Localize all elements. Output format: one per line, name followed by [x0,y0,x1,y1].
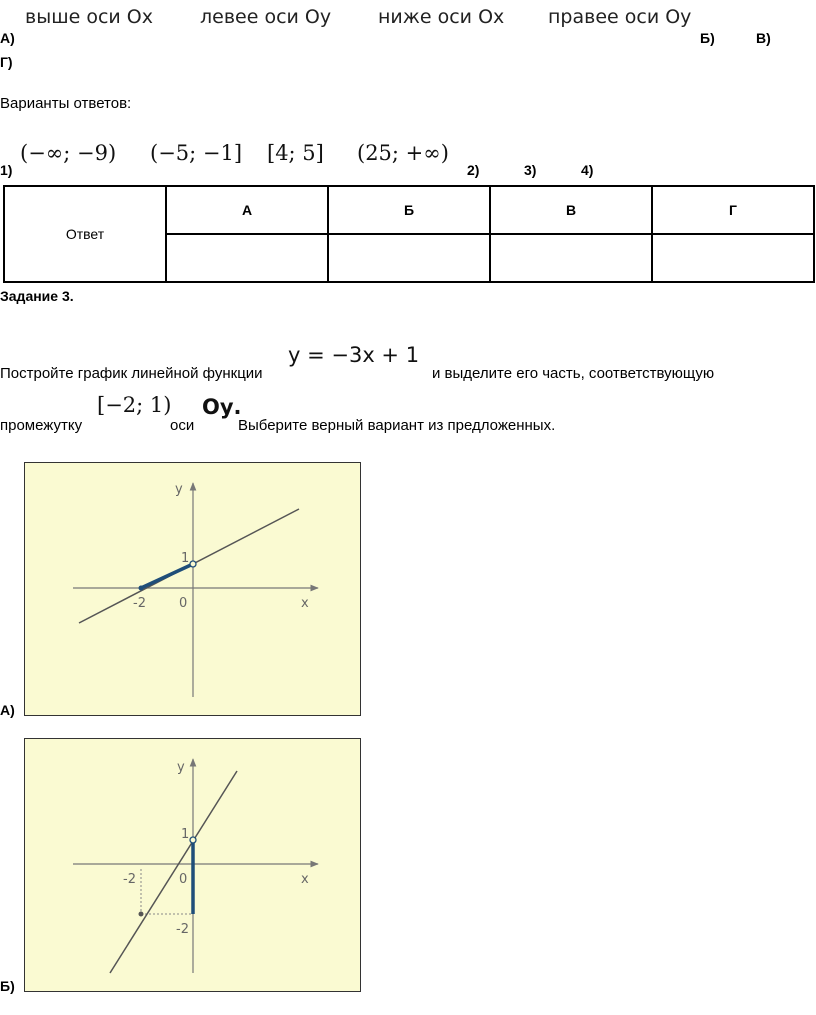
graph-a-tick-minus2: -2 [133,596,146,611]
choice-1-math: (−∞; −9) [20,141,117,165]
choice-3-math: [4; 5] [267,141,324,165]
graph-a-tick-1: 1 [181,551,190,566]
option-v-text: ниже оси Ох [378,6,505,28]
answer-row-label: Ответ [4,186,166,282]
answer-table [3,185,815,283]
graph-a-open-point [190,561,196,567]
letter-g: Г) [0,54,13,70]
task3-axis-word: оси [170,417,195,434]
choice-number-4: 4) [581,162,594,178]
answer-cell-v[interactable] [490,234,652,282]
graph-a-filled-point [139,586,144,591]
answer-cell-b[interactable] [328,234,490,282]
letter-v: В) [756,30,771,46]
answer-header-g: Г [652,186,814,234]
choice-number-3: 3) [524,162,537,178]
answer-cell-a[interactable] [166,234,328,282]
graph-a-label: А) [0,702,15,718]
task3-line2-start: промежутку [0,417,83,434]
letter-a: А) [0,30,15,46]
graph-b-open-point [190,837,196,843]
answer-header-v: В [490,186,652,234]
option-a-text: выше оси Ох [25,6,153,28]
graph-b-tick-minus2-x: -2 [123,872,136,887]
task3-text-after: и выделите его часть, соответствующую [432,365,715,382]
graph-b-y-label: y [177,760,185,775]
choice-number-1: 1) [0,162,13,178]
task3-line2-end: Выберите верный вариант из предложенных. [238,417,556,434]
answer-header-b: Б [328,186,490,234]
graph-b-label: Б) [0,978,15,994]
graph-a-y-label: y [175,482,183,497]
graph-b-filled-point [139,912,144,917]
task3-function: y = −3x + 1 [288,343,420,367]
graph-a-tick-0: 0 [179,596,188,611]
task3-title: Задание 3. [0,288,74,304]
graph-b [24,738,361,992]
graph-a-highlight-segment [141,564,193,588]
graph-a-x-label: x [301,596,309,611]
answer-cell-g[interactable] [652,234,814,282]
choice-number-2: 2) [467,162,480,178]
option-g-text: правее оси Оу [548,6,692,28]
choice-4-math: (25; +∞) [357,141,449,165]
graph-b-tick-0: 0 [179,872,188,887]
graph-b-tick-minus2-y: -2 [176,922,189,937]
task3-text-before: Постройте график линейной функции [0,365,263,382]
choice-2-math: (−5; −1] [150,141,243,165]
graph-a [24,462,361,716]
graph-b-tick-1: 1 [181,827,190,842]
option-b-text: левее оси Оу [200,6,332,28]
graph-b-x-label: x [301,872,309,887]
answers-heading: Варианты ответов: [0,95,132,112]
answer-header-a: А [166,186,328,234]
task3-axis-name: Оу. [202,395,242,419]
letter-b: Б) [700,30,715,46]
task3-interval: [−2; 1) [97,393,172,417]
